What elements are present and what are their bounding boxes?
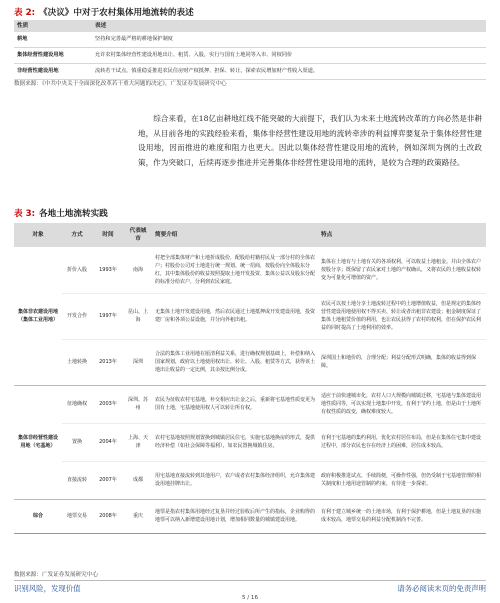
table-row bbox=[14, 461, 486, 499]
table3-cell-city: 上海、天津 bbox=[124, 423, 152, 461]
table3-cell-time: 2003年 bbox=[92, 385, 124, 423]
table3-group-label: 集体非农建设用地（集体工业用地） bbox=[14, 247, 62, 385]
table3-header-city: 代表城市 bbox=[124, 223, 152, 247]
table2-cell-value: 坚持和完善最严格的耕地保护制度 bbox=[92, 32, 486, 48]
table3 bbox=[14, 223, 486, 534]
table3-header-intro: 简要介绍 bbox=[152, 223, 318, 247]
table3-cell-method: 土地转换 bbox=[62, 339, 92, 385]
table-row bbox=[14, 423, 486, 461]
table3-cell-intro: 合法的集体工业用地在厘清利益关系，进行确权规划基础上，补偿和纳入国家规划，政府以土地使用权出让、转让、入股、租赁等方式，获得该土地出让收益的一定比例，其余按比例分成。 bbox=[152, 339, 318, 385]
table3-group-label: 集体非经营性建设用地（宅基地） bbox=[14, 385, 62, 499]
table3-cell-time: 1993年 bbox=[92, 247, 124, 293]
table3-cell-feature: 政府积极推进试点，手续简便，可操作性强，但仍受制于宅基地管理的相关制度和土地用途管制的约束，有待进一步探索。 bbox=[318, 461, 486, 499]
table3-header-feature: 特点 bbox=[318, 223, 486, 247]
table2-source: 数据来源：《中共中央关于全面深化改革若干重大问题的决定》，广发证券发展研究中心 bbox=[14, 81, 227, 87]
table3-source: 数据来源：广发证券发展研究中心 bbox=[14, 572, 98, 578]
table2-cell-value: 流转若干试点，慎重稳妥推进农民住房财产权抵押、担保、转让，探索农民增加财产性收入渠道。 bbox=[92, 64, 486, 80]
table3-group-label: 综合 bbox=[14, 499, 62, 533]
table3-cell-feature: 集体在土地有与土地有关的各项权利，可以收益土地租金。并由全体农户按股分享；既保留了农民家对土地的产权确认，又将农民的土地收益权转变为可量化可增值的资产。 bbox=[318, 247, 486, 293]
table-row bbox=[14, 247, 486, 293]
table3-cell-time: 2013年 bbox=[92, 339, 124, 385]
table-row bbox=[14, 499, 486, 533]
table3-cell-time: 2004年 bbox=[92, 423, 124, 461]
table3-caption bbox=[14, 207, 108, 219]
table3-caption-number: 表 3: bbox=[14, 209, 36, 219]
table3-cell-city: 重庆 bbox=[124, 499, 152, 533]
table-row bbox=[14, 339, 486, 385]
table-row bbox=[14, 385, 486, 423]
table3-cell-feature: 有利于建立城乡统一的土地市场，有利于保护耕地，但是土地复垦的实施成本较高，地票交易的利益分配机制尚不完善。 bbox=[318, 499, 486, 533]
table3-cell-city: 昆山、上海 bbox=[124, 293, 152, 339]
table3-cell-feature: 适应于前快速城市化，农村人口大规模向城镇迁移，宅基地与集体建设用地性质同等，可以实现土地集中开发，有利于节约土地，但是由于土地所有权性质的改变，确权难度较大。 bbox=[318, 385, 486, 423]
table3-cell-feature: 深圳国土和地价的，合理分配；利益分配形式明确，集体的收益得到保障。 bbox=[318, 339, 486, 385]
table3-cell-feature: 有利于宅基地的集约利用，优化农村居住布局，但是在集体住宅集中建设过程中，部分农民也存在经济上的困难，居住成本较高。 bbox=[318, 423, 486, 461]
table3-cell-feature: 农民可以按土地分享土地流转过程中的土地增值收益，但是规定的集体经营性建设用地使用权不得买卖、转让或者出租非农建设；租金制度保证了集体土地租赁价值的利用，也让农民获得了农村的权利，但在保护农民利益的同时提高了土地利用的效率。 bbox=[318, 293, 486, 339]
table2-cell-value: 允许农村集体经营性建设用地出让、租赁、入股，实行与国有土地同等入市、同权同价 bbox=[92, 48, 486, 64]
table3-header-object: 对象 bbox=[14, 223, 62, 247]
table3-cell-city: 南海 bbox=[124, 247, 152, 293]
table3-cell-method: 征地确权 bbox=[62, 385, 92, 423]
table2-cell-key: 集体经营性建设用地 bbox=[14, 48, 92, 64]
table2 bbox=[14, 20, 486, 80]
body-paragraph: 综合来看，在18亿亩耕地红线不能突破的大前提下，我们认为未来土地流转改革的方向必然是非耕地，从目前各地的实践经验来看，集体非经营性建设用地的流转牵涉的利益博弈要复杂于集体经营性建设用地，因而推进的难度和阻力也更大。因此以集体经营性建设用地的流转，例如深圳为例的土改政策，作为突破口，后续再逐步推进并完善集体非经营性建设用地的流转，是较为合理的政策路径。 bbox=[138, 114, 482, 168]
table-row bbox=[14, 48, 486, 64]
table2-caption-title: 《决议》中对于农村集体用地流转的表述 bbox=[39, 8, 194, 18]
table3-cell-method: 置换 bbox=[62, 423, 92, 461]
table3-cell-intro: 村把全部集体财产和土地折成股份，配股给村籍村民及一部分村的全体农户；村股份公司对土地进行统一规划、统一招商，按股份向全体股东分红，其中集体股份的收益按照提取土地开发投资、集体公益以及股东分配的标准分给农户，分利到农民家庭。 bbox=[152, 247, 318, 293]
table3-cell-intro: 地票是指农村集体用地经过复垦并经过验收后所产生的指标，企业购得的地票可以纳入新增建设用地计划，增加相同数量的城镇建设用地。 bbox=[152, 499, 318, 533]
table3-cell-intro: 用宅基地直接流转到其他用户，农户或者农村集体经济组织，允许集体建设用地挂牌出让。 bbox=[152, 461, 318, 499]
table3-cell-method: 折价入股 bbox=[62, 247, 92, 293]
table2-caption bbox=[14, 6, 194, 18]
table-row bbox=[14, 32, 486, 48]
table2-cell-key: 耕地 bbox=[14, 32, 92, 48]
table3-cell-city: 深圳、苏州 bbox=[124, 385, 152, 423]
table3-cell-method: 开发合作 bbox=[62, 293, 92, 339]
footer-divider bbox=[14, 580, 486, 581]
table3-cell-intro: 无集体土地开发建设用地，然后农民通过土地抵押或开发建设用地，投资建厂房和各项公益设施，并分向外租出租。 bbox=[152, 293, 318, 339]
table3-cell-time: 2007年 bbox=[92, 461, 124, 499]
table3-cell-time: 2008年 bbox=[92, 499, 124, 533]
table3-cell-city: 深圳 bbox=[124, 339, 152, 385]
table3-cell-method: 地票交易 bbox=[62, 499, 92, 533]
footer-slogan: 识别风险，发现价值 bbox=[14, 584, 81, 593]
table2-header-nature: 性质 bbox=[14, 20, 92, 32]
table3-cell-intro: 农村宅基地按照规划置换到城镇居民住宅，实施宅基地换房的形式，提供经济补偿（如社会保障等福利），如农民置换城镇住房。 bbox=[152, 423, 318, 461]
table3-header-time: 时间 bbox=[92, 223, 124, 247]
table2-cell-key: 非经营性建设用地 bbox=[14, 64, 92, 80]
table-row bbox=[14, 293, 486, 339]
page-number: 5 / 16 bbox=[241, 595, 259, 601]
table3-cell-city: 成都 bbox=[124, 461, 152, 499]
table3-caption-title: 各地土地流转实践 bbox=[39, 209, 108, 219]
table-row bbox=[14, 64, 486, 80]
table2-caption-number: 表 2: bbox=[14, 8, 36, 18]
table3-header-method: 方式 bbox=[62, 223, 92, 247]
table3-cell-method: 直接流转 bbox=[62, 461, 92, 499]
footer-disclaimer: 请务必阅读末页的免责声明 bbox=[397, 584, 486, 593]
table3-cell-intro: 农民为征收农村宅基地，补交相应出让金之后，重新将宅基地性质变更为国有土地，宅基地使用权人可以转让所有权。 bbox=[152, 385, 318, 423]
table2-header-description: 表述 bbox=[92, 20, 486, 32]
table3-cell-time: 1997年 bbox=[92, 293, 124, 339]
